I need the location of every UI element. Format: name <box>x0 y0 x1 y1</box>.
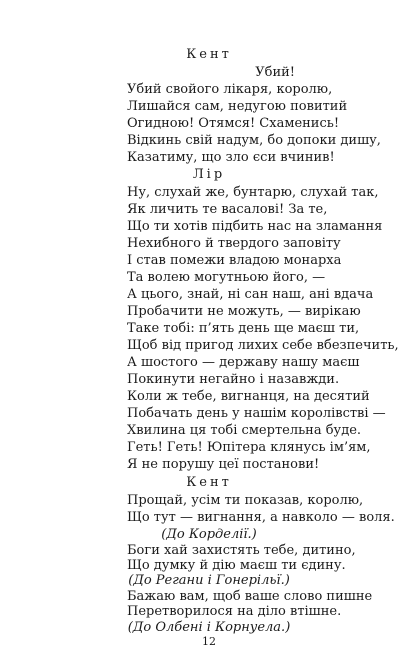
verse-line: Пробачити не можуть, — вирікаю <box>127 304 361 319</box>
verse-line: Щоб від пригод лихих себе вбезпечить, <box>127 338 399 353</box>
verse-line: Боги хай захистять тебе, дитино, <box>127 543 356 558</box>
stage-direction: (До Регани і Гонерільї.) <box>128 573 290 588</box>
stage-direction: (До Корделії.) <box>161 527 257 542</box>
verse-line: А шостого — державу нашу маєш <box>127 355 360 370</box>
verse-line: Коли ж тебе, вигнанця, на десятий <box>127 389 370 404</box>
verse-line: Що тут — вигнання, а навколо — воля. <box>127 510 395 525</box>
verse-line: Убий свойого лікаря, королю, <box>127 82 333 97</box>
verse-line: Та волею могутньою його, — <box>127 270 326 285</box>
verse-line: Хвилина ця тобі смертельна буде. <box>127 423 362 438</box>
verse-line: Відкинь свій надум, бо допоки дишу, <box>127 133 381 148</box>
verse-line: Нехибного й твердого заповіту <box>127 236 341 251</box>
verse-line: Казатиму, що зло єси вчинив! <box>127 150 335 165</box>
verse-line: Огидною! Отямся! Схаменись! <box>127 116 340 131</box>
verse-line: Ну, слухай же, бунтарю, слухай так, <box>127 185 379 200</box>
verse-line: Я не порушу цеї постанови! <box>127 457 320 472</box>
page-number: 12 <box>202 635 216 648</box>
verse-line: Що думку й дію маєш ти єдину. <box>127 558 346 573</box>
verse-line: Лишайся сам, недугою повитий <box>127 99 348 114</box>
verse-line: Що ти хотів підбить нас на зламання <box>127 219 383 234</box>
speaker-name-lear: Лір <box>192 167 226 182</box>
verse-line: Побачать день у нашім королівстві — <box>127 406 386 421</box>
verse-line: Покинути негайно і назавжди. <box>127 372 340 387</box>
verse-line: Таке тобі: п’ять день ще маєш ти, <box>127 321 360 336</box>
verse-line: А цього, знай, ні сан наш, ані вдача <box>127 287 374 302</box>
verse-line: Бажаю вам, щоб ваше слово пишне <box>127 589 373 604</box>
speaker-name-kent: Кент <box>186 47 232 62</box>
verse-line: Убий! <box>255 65 295 80</box>
verse-line: Перетворилося на діло втішне. <box>127 604 342 619</box>
verse-line: І став помежи владою монарха <box>127 253 342 268</box>
verse-line: Прощай, усім ти показав, королю, <box>127 493 364 508</box>
verse-line: Геть! Геть! Юпітера клянусь ім’ям, <box>127 440 371 455</box>
verse-line: Як личить те васалові! За те, <box>127 202 328 217</box>
speaker-name-kent: Кент <box>186 475 232 490</box>
stage-direction: (До Олбені і Корнуела.) <box>127 620 291 635</box>
